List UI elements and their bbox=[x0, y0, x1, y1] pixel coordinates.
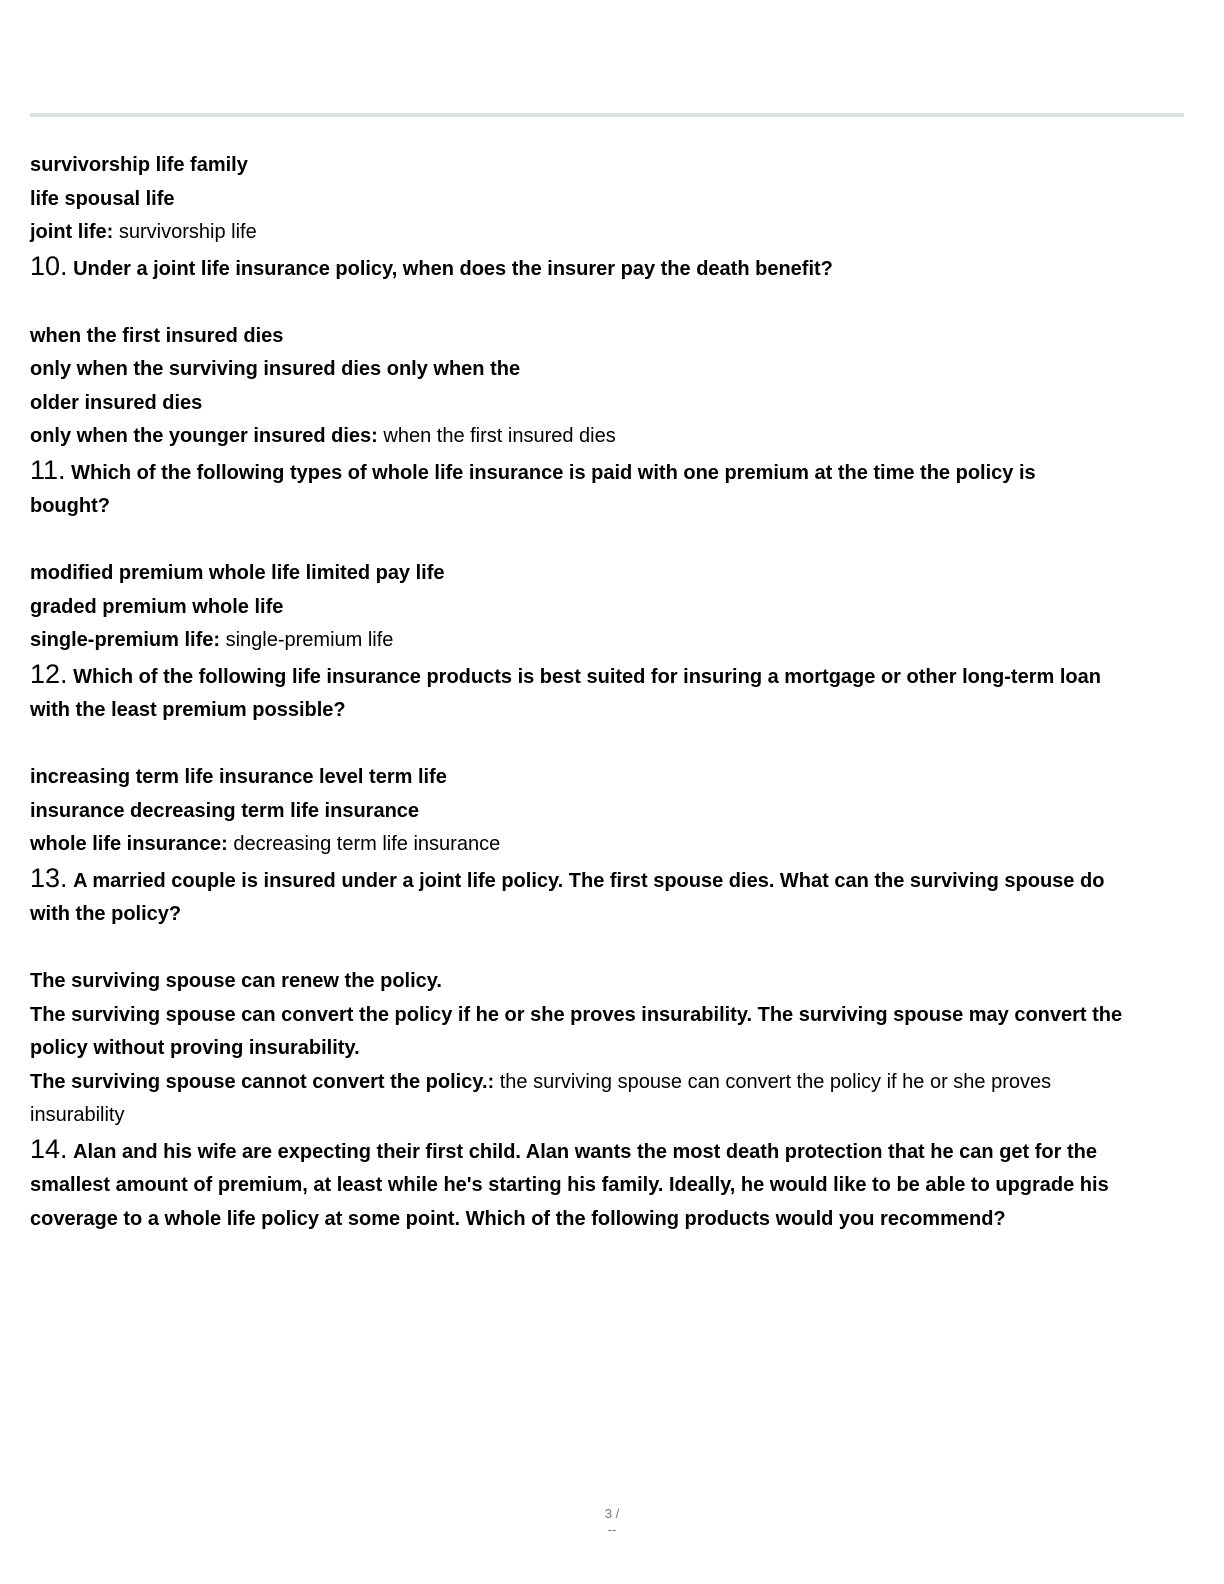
option-text: The surviving spouse can convert the policy if he or she proves insurability. The surviving spouse may convert the bbox=[30, 1003, 1123, 1026]
option-text: modified premium whole life limited pay life bbox=[30, 562, 445, 584]
option-text: joint life: bbox=[30, 221, 114, 243]
question-text bbox=[30, 1133, 1184, 1170]
question-prompt: Alan and his wife are expecting their first child. Alan wants the most death protection that he can get for the bbox=[73, 1140, 1097, 1163]
question-number: 12. bbox=[30, 658, 68, 689]
option-text: survivorship life family bbox=[30, 154, 248, 176]
answer-text: the surviving spouse can convert the policy if he or she proves bbox=[499, 1070, 1052, 1093]
question-prompt-continued: coverage to a whole life policy at some point. Which of the following products would you recommend? bbox=[30, 1207, 1006, 1230]
answer-text: decreasing term life insurance bbox=[233, 833, 501, 855]
question-9-options bbox=[30, 149, 1184, 250]
option-text: single-premium life: bbox=[30, 629, 221, 651]
page-number: 3 / bbox=[604, 1506, 620, 1521]
question-prompt: Which of the following life insurance products is best suited for insuring a mortgage or other long-term loan bbox=[73, 665, 1101, 688]
question-12 bbox=[30, 658, 1184, 862]
question-text bbox=[30, 250, 1184, 287]
question-11 bbox=[30, 454, 1184, 658]
question-number: 14. bbox=[30, 1133, 68, 1164]
page-footer bbox=[0, 1506, 1224, 1538]
option-text: only when the surviving insured dies only when the bbox=[30, 358, 521, 380]
answer-line bbox=[30, 1066, 1184, 1100]
option-text: policy without proving insurability. bbox=[30, 1037, 360, 1059]
answer-line bbox=[30, 216, 1184, 250]
document-body bbox=[30, 149, 1184, 1236]
answer-text-continued: insurability bbox=[30, 1104, 125, 1126]
option-text: whole life insurance: bbox=[30, 833, 228, 855]
option-text: life spousal life bbox=[30, 187, 175, 210]
question-text bbox=[30, 658, 1184, 695]
answer-text: survivorship life bbox=[118, 221, 257, 243]
option-text: The surviving spouse can renew the policy. bbox=[30, 970, 442, 992]
question-text bbox=[30, 862, 1184, 899]
question-prompt-continued: with the least premium possible? bbox=[30, 699, 346, 721]
question-prompt-continued: smallest amount of premium, at least while he's starting his family. Ideally, he would like to be able to upgrade his bbox=[30, 1174, 1109, 1196]
header-divider bbox=[30, 113, 1184, 117]
option-text: when the first insured dies bbox=[30, 324, 284, 347]
question-prompt: Under a joint life insurance policy, when does the insurer pay the death benefit? bbox=[73, 257, 833, 280]
question-text bbox=[30, 454, 1184, 491]
question-number: 13. bbox=[30, 862, 68, 893]
option-text: graded premium whole life bbox=[30, 595, 284, 618]
option-text: only when the younger insured dies: bbox=[30, 425, 378, 447]
question-13 bbox=[30, 862, 1184, 1133]
question-number: 10. bbox=[30, 250, 68, 281]
option-text: The surviving spouse cannot convert the policy.: bbox=[30, 1070, 495, 1093]
question-10 bbox=[30, 250, 1184, 454]
question-number: 11. bbox=[30, 454, 66, 485]
answer-line bbox=[30, 624, 1184, 658]
option-text: insurance decreasing term life insurance bbox=[30, 799, 420, 822]
option-text: increasing term life insurance level term life bbox=[30, 766, 447, 788]
question-prompt: A married couple is insured under a joint life policy. The first spouse dies. What can the surviving spouse do bbox=[73, 869, 1105, 892]
page-total: -- bbox=[607, 1522, 617, 1537]
question-prompt-continued: with the policy? bbox=[30, 903, 182, 925]
answer-text: single-premium life bbox=[225, 629, 394, 651]
answer-line bbox=[30, 828, 1184, 862]
question-prompt-continued: bought? bbox=[30, 495, 110, 517]
answer-text: when the first insured dies bbox=[383, 425, 616, 447]
answer-line bbox=[30, 420, 1184, 454]
question-14 bbox=[30, 1133, 1184, 1237]
question-prompt: Which of the following types of whole life insurance is paid with one premium at the time the policy is bbox=[71, 461, 1036, 484]
option-text: older insured dies bbox=[30, 391, 203, 414]
